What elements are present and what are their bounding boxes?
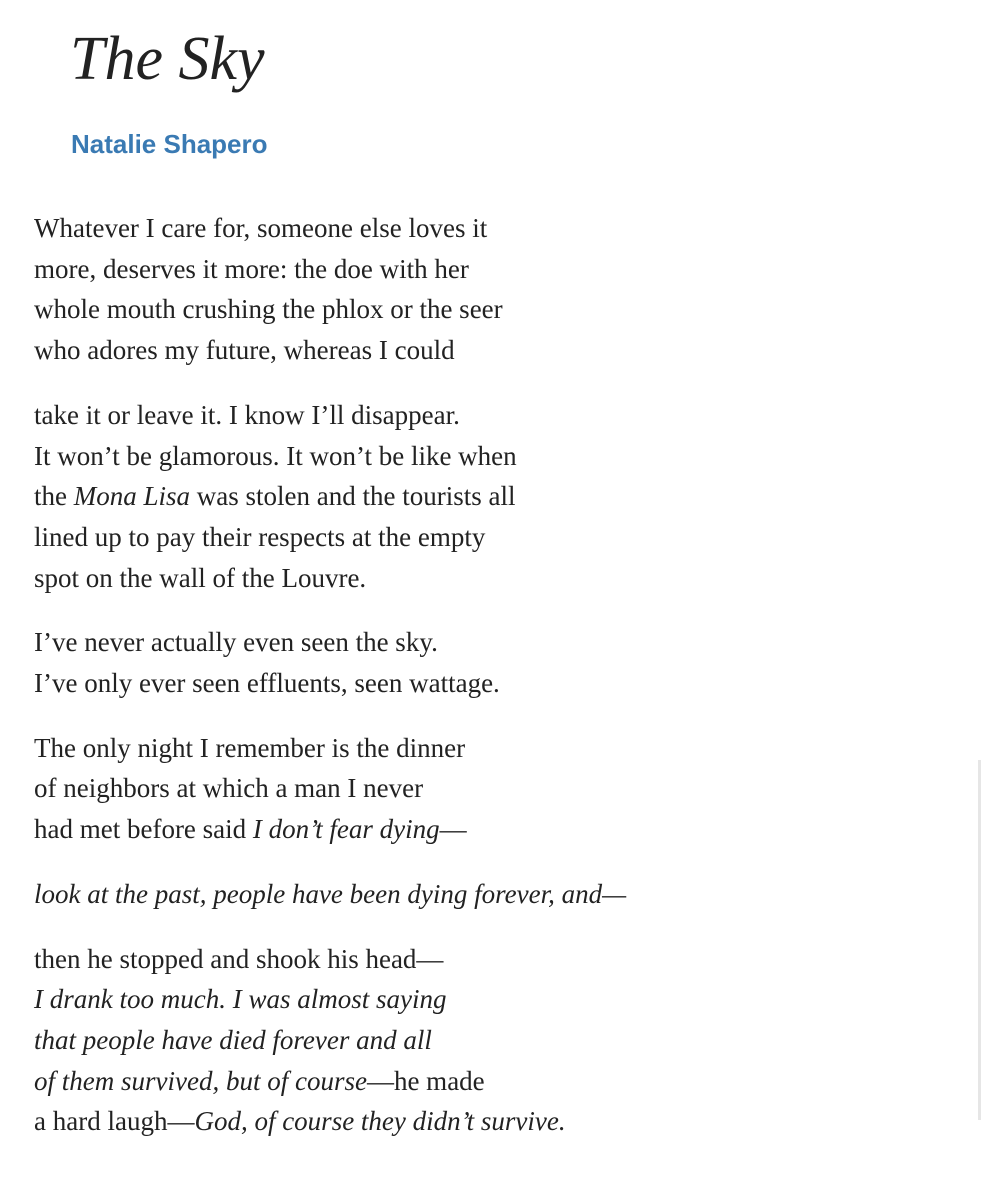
line-text: The only night I remember is the dinner	[34, 732, 466, 763]
line-text: —he made	[366, 1065, 485, 1096]
line-text: a hard laugh—	[34, 1106, 195, 1137]
line-text: whole mouth crushing the phlox or the seer	[34, 294, 503, 325]
italic-text: I don’t fear dying	[252, 814, 440, 845]
stanza	[34, 395, 934, 599]
line-text: then he stopped and shook his head—	[34, 943, 444, 974]
poem-line	[34, 1101, 934, 1142]
poem-body	[34, 208, 934, 1166]
poem-line	[34, 289, 934, 330]
stanza	[34, 208, 934, 371]
poem-line	[34, 208, 934, 249]
poem-line	[34, 979, 934, 1020]
line-text: It won’t be glamorous. It won’t be like when	[34, 440, 517, 471]
italic-text: Mona Lisa	[73, 481, 191, 512]
poem-line	[34, 249, 934, 290]
line-text: I’ve never actually even seen the sky.	[34, 627, 438, 658]
author-link[interactable]: Natalie Shapero	[71, 129, 268, 159]
line-text: I’ve only ever seen effluents, seen wattage.	[34, 668, 500, 699]
poem-line	[34, 939, 934, 980]
poem-line	[34, 1020, 934, 1061]
line-text: more, deserves it more: the doe with her	[34, 253, 469, 284]
line-text: of neighbors at which a man I never	[34, 773, 424, 804]
poem-line	[34, 768, 934, 809]
stanza	[34, 939, 934, 1143]
poem-line	[34, 395, 934, 436]
italic-text: that people have died forever and all	[34, 1024, 432, 1055]
italic-text: of them survived, but of course	[34, 1065, 367, 1096]
line-text: spot on the wall of the Louvre.	[34, 562, 367, 593]
line-text: —	[439, 814, 467, 845]
poem-line	[34, 728, 934, 769]
line-text: the	[34, 481, 74, 512]
line-text: Whatever I care for, someone else loves it	[34, 213, 488, 243]
poem-line	[34, 874, 934, 915]
italic-text: I drank too much. I was almost saying	[34, 984, 447, 1015]
line-text: who adores my future, whereas I could	[34, 335, 455, 366]
poem-line	[34, 622, 934, 663]
poem-line	[34, 663, 934, 704]
stanza	[34, 874, 934, 915]
poem-line	[34, 558, 934, 599]
poem-line	[34, 1061, 934, 1102]
line-text: had met before said	[34, 814, 253, 845]
stanza	[34, 728, 934, 850]
italic-text: God, of course they didn’t survive.	[194, 1106, 566, 1137]
stanza	[34, 622, 934, 703]
poem-line	[34, 330, 934, 371]
poem-line	[34, 517, 934, 558]
line-text: was stolen and the tourists all	[190, 481, 516, 512]
poem-line	[34, 476, 934, 517]
line-text: lined up to pay their respects at the empty	[34, 521, 486, 552]
italic-text: look at the past, people have been dying forever, and—	[34, 878, 627, 909]
line-text: take it or leave it. I know I’ll disappear.	[34, 399, 460, 430]
poem-line	[34, 436, 934, 477]
poem-title: The Sky	[70, 25, 265, 93]
poem-line	[34, 809, 934, 850]
